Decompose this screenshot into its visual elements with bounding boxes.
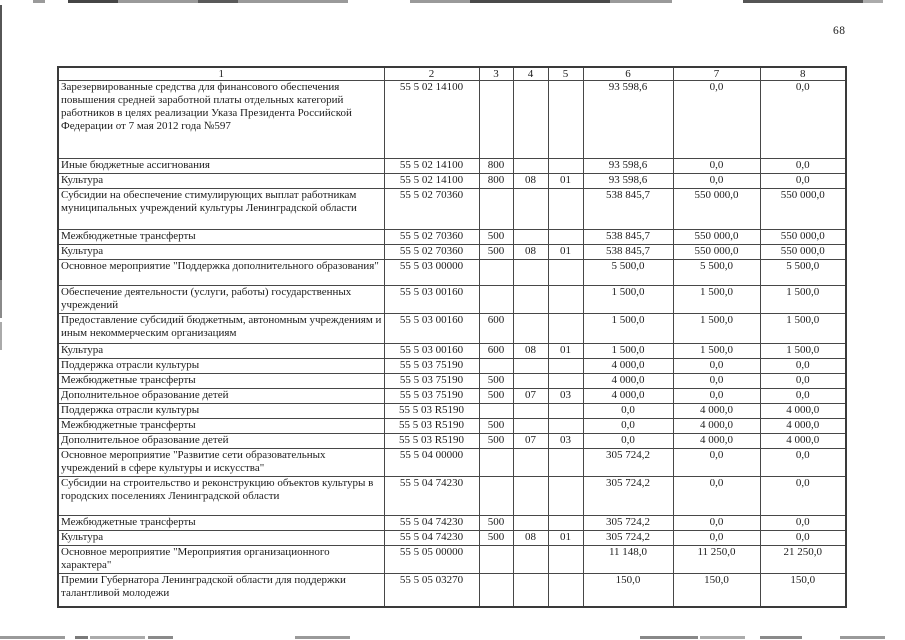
scan-artifact — [68, 0, 118, 3]
amount-cell: 1 500,0 — [673, 344, 760, 359]
amount-cell: 538 845,7 — [583, 245, 673, 260]
name-cell: Субсидии на обеспечение стимулирующих выплат работникам муниципальных учреждений культуры Ленинградской области — [58, 189, 384, 230]
scan-artifact — [75, 636, 88, 639]
table-body — [58, 81, 846, 607]
name-cell: Межбюджетные трансферты — [58, 419, 384, 434]
table-row — [58, 404, 846, 419]
scan-artifact — [0, 322, 2, 350]
amount-cell: 1 500,0 — [673, 314, 760, 344]
table-row — [58, 260, 846, 286]
name-cell: Субсидии на строительство и реконструкцию объектов культуры в городских поселениях Ленинградской области — [58, 477, 384, 516]
scan-artifact — [0, 280, 2, 318]
amount-cell: 150,0 — [583, 574, 673, 607]
subsection-cell: 03 — [548, 389, 583, 404]
amount-cell: 305 724,2 — [583, 531, 673, 546]
table-head — [58, 67, 846, 81]
expense-type-cell — [479, 81, 513, 159]
column-header: 6 — [583, 67, 673, 81]
amount-cell: 305 724,2 — [583, 516, 673, 531]
name-cell: Культура — [58, 174, 384, 189]
subsection-cell — [548, 81, 583, 159]
expense-type-cell: 800 — [479, 159, 513, 174]
table-row — [58, 174, 846, 189]
target-code-cell: 55 5 03 75190 — [384, 389, 479, 404]
scan-artifact — [840, 636, 885, 639]
section-cell — [513, 286, 548, 314]
scan-artifact — [198, 0, 238, 3]
amount-cell: 305 724,2 — [583, 449, 673, 477]
table-row — [58, 434, 846, 449]
amount-cell: 0,0 — [673, 389, 760, 404]
target-code-cell: 55 5 03 R5190 — [384, 434, 479, 449]
table-row — [58, 344, 846, 359]
amount-cell: 4 000,0 — [583, 359, 673, 374]
expense-type-cell: 500 — [479, 434, 513, 449]
expense-type-cell: 500 — [479, 516, 513, 531]
amount-cell: 0,0 — [760, 81, 846, 159]
scan-artifact — [0, 636, 65, 639]
amount-cell: 21 250,0 — [760, 546, 846, 574]
subsection-cell — [548, 449, 583, 477]
section-cell: 08 — [513, 174, 548, 189]
scan-artifact — [743, 0, 863, 3]
amount-cell: 0,0 — [760, 359, 846, 374]
amount-cell: 0,0 — [673, 449, 760, 477]
section-cell: 07 — [513, 434, 548, 449]
table-row — [58, 449, 846, 477]
section-cell: 07 — [513, 389, 548, 404]
subsection-cell: 03 — [548, 434, 583, 449]
amount-cell: 0,0 — [760, 531, 846, 546]
subsection-cell — [548, 546, 583, 574]
scan-artifact — [610, 0, 672, 3]
section-cell — [513, 359, 548, 374]
amount-cell: 0,0 — [673, 359, 760, 374]
amount-cell: 4 000,0 — [760, 434, 846, 449]
amount-cell: 4 000,0 — [583, 389, 673, 404]
column-header: 7 — [673, 67, 760, 81]
section-cell — [513, 546, 548, 574]
amount-cell: 550 000,0 — [760, 230, 846, 245]
target-code-cell: 55 5 03 R5190 — [384, 404, 479, 419]
section-cell — [513, 477, 548, 516]
amount-cell: 0,0 — [673, 374, 760, 389]
name-cell: Поддержка отрасли культуры — [58, 404, 384, 419]
amount-cell: 550 000,0 — [673, 245, 760, 260]
amount-cell: 1 500,0 — [583, 344, 673, 359]
amount-cell: 0,0 — [583, 419, 673, 434]
amount-cell: 93 598,6 — [583, 174, 673, 189]
amount-cell: 550 000,0 — [673, 189, 760, 230]
name-cell: Обеспечение деятельности (услуги, работы) государственных учреждений — [58, 286, 384, 314]
name-cell: Основное мероприятие "Мероприятия организационного характера" — [58, 546, 384, 574]
section-cell — [513, 189, 548, 230]
expense-type-cell: 800 — [479, 174, 513, 189]
expense-type-cell — [479, 477, 513, 516]
subsection-cell — [548, 574, 583, 607]
scan-artifact — [863, 0, 883, 3]
budget-table — [57, 66, 847, 608]
table-row — [58, 159, 846, 174]
name-cell: Культура — [58, 245, 384, 260]
scan-artifact — [0, 5, 2, 280]
section-cell — [513, 314, 548, 344]
expense-type-cell: 500 — [479, 245, 513, 260]
subsection-cell — [548, 419, 583, 434]
amount-cell: 1 500,0 — [760, 314, 846, 344]
subsection-cell — [548, 230, 583, 245]
header-row — [58, 67, 846, 81]
amount-cell: 150,0 — [673, 574, 760, 607]
amount-cell: 538 845,7 — [583, 230, 673, 245]
subsection-cell — [548, 477, 583, 516]
target-code-cell: 55 5 02 14100 — [384, 81, 479, 159]
section-cell — [513, 159, 548, 174]
target-code-cell: 55 5 04 74230 — [384, 477, 479, 516]
target-code-cell: 55 5 02 70360 — [384, 189, 479, 230]
target-code-cell: 55 5 03 R5190 — [384, 419, 479, 434]
table-row — [58, 389, 846, 404]
scan-artifact — [238, 0, 348, 3]
expense-type-cell — [479, 359, 513, 374]
amount-cell: 4 000,0 — [673, 404, 760, 419]
subsection-cell: 01 — [548, 174, 583, 189]
expense-type-cell: 600 — [479, 344, 513, 359]
amount-cell: 4 000,0 — [760, 404, 846, 419]
table-row — [58, 359, 846, 374]
scan-artifact — [148, 636, 173, 639]
amount-cell: 4 000,0 — [760, 419, 846, 434]
section-cell — [513, 230, 548, 245]
amount-cell: 538 845,7 — [583, 189, 673, 230]
name-cell: Предоставление субсидий бюджетным, автономным учреждениям и иным некоммерческим организациям — [58, 314, 384, 344]
column-header: 5 — [548, 67, 583, 81]
amount-cell: 1 500,0 — [583, 286, 673, 314]
column-header: 4 — [513, 67, 548, 81]
subsection-cell: 01 — [548, 245, 583, 260]
column-header: 1 — [58, 67, 384, 81]
subsection-cell — [548, 404, 583, 419]
table-row — [58, 531, 846, 546]
table-row — [58, 574, 846, 607]
amount-cell: 0,0 — [760, 477, 846, 516]
name-cell: Зарезервированные средства для финансового обеспечения повышения средней заработной платы отдельных категорий работников в целях реализации Указа Президента Российской Федерации от 7 мая 2012 года №597 — [58, 81, 384, 159]
section-cell — [513, 81, 548, 159]
expense-type-cell — [479, 260, 513, 286]
table-row — [58, 230, 846, 245]
target-code-cell: 55 5 05 00000 — [384, 546, 479, 574]
expense-type-cell — [479, 546, 513, 574]
scan-artifact — [760, 636, 802, 639]
table-row — [58, 314, 846, 344]
target-code-cell: 55 5 02 70360 — [384, 245, 479, 260]
table-row — [58, 189, 846, 230]
amount-cell: 0,0 — [673, 516, 760, 531]
scan-artifact — [295, 636, 350, 639]
column-header: 8 — [760, 67, 846, 81]
page-number: 68 — [833, 25, 846, 37]
amount-cell: 1 500,0 — [673, 286, 760, 314]
amount-cell: 150,0 — [760, 574, 846, 607]
amount-cell: 0,0 — [760, 159, 846, 174]
section-cell: 08 — [513, 531, 548, 546]
table-row — [58, 477, 846, 516]
subsection-cell — [548, 260, 583, 286]
amount-cell: 93 598,6 — [583, 81, 673, 159]
name-cell: Межбюджетные трансферты — [58, 230, 384, 245]
expense-type-cell — [479, 189, 513, 230]
amount-cell: 4 000,0 — [583, 374, 673, 389]
scan-artifact — [700, 636, 745, 639]
subsection-cell: 01 — [548, 531, 583, 546]
amount-cell: 0,0 — [673, 531, 760, 546]
amount-cell: 5 500,0 — [673, 260, 760, 286]
name-cell: Межбюджетные трансферты — [58, 374, 384, 389]
target-code-cell: 55 5 04 74230 — [384, 516, 479, 531]
column-header: 3 — [479, 67, 513, 81]
scan-artifact — [640, 636, 698, 639]
expense-type-cell — [479, 286, 513, 314]
target-code-cell: 55 5 03 00000 — [384, 260, 479, 286]
subsection-cell — [548, 374, 583, 389]
section-cell — [513, 574, 548, 607]
amount-cell: 0,0 — [673, 477, 760, 516]
target-code-cell: 55 5 02 70360 — [384, 230, 479, 245]
amount-cell: 0,0 — [760, 449, 846, 477]
amount-cell: 5 500,0 — [760, 260, 846, 286]
scan-artifact — [118, 0, 198, 3]
name-cell: Премии Губернатора Ленинградской области для поддержки талантливой молодежи — [58, 574, 384, 607]
column-header: 2 — [384, 67, 479, 81]
name-cell: Культура — [58, 531, 384, 546]
expense-type-cell: 500 — [479, 419, 513, 434]
name-cell: Основное мероприятие "Развитие сети образовательных учреждений в сфере культуры и искусства" — [58, 449, 384, 477]
amount-cell: 0,0 — [673, 174, 760, 189]
amount-cell: 305 724,2 — [583, 477, 673, 516]
amount-cell: 0,0 — [760, 389, 846, 404]
scan-artifact — [470, 0, 610, 3]
expense-type-cell: 500 — [479, 374, 513, 389]
amount-cell: 0,0 — [583, 434, 673, 449]
target-code-cell: 55 5 03 00160 — [384, 286, 479, 314]
name-cell: Дополнительное образование детей — [58, 434, 384, 449]
name-cell: Дополнительное образование детей — [58, 389, 384, 404]
amount-cell: 0,0 — [673, 81, 760, 159]
amount-cell: 550 000,0 — [673, 230, 760, 245]
scan-artifact — [33, 0, 45, 3]
expense-type-cell — [479, 404, 513, 419]
expense-type-cell — [479, 449, 513, 477]
target-code-cell: 55 5 02 14100 — [384, 159, 479, 174]
expense-type-cell: 500 — [479, 389, 513, 404]
name-cell: Иные бюджетные ассигнования — [58, 159, 384, 174]
amount-cell: 1 500,0 — [760, 286, 846, 314]
amount-cell: 4 000,0 — [673, 419, 760, 434]
scan-artifact — [90, 636, 145, 639]
section-cell — [513, 260, 548, 286]
section-cell — [513, 419, 548, 434]
target-code-cell: 55 5 04 74230 — [384, 531, 479, 546]
table-row — [58, 245, 846, 260]
target-code-cell: 55 5 02 14100 — [384, 174, 479, 189]
expense-type-cell: 500 — [479, 531, 513, 546]
amount-cell: 0,0 — [760, 174, 846, 189]
expense-type-cell: 500 — [479, 230, 513, 245]
amount-cell: 1 500,0 — [760, 344, 846, 359]
section-cell — [513, 404, 548, 419]
subsection-cell — [548, 516, 583, 531]
target-code-cell: 55 5 03 75190 — [384, 359, 479, 374]
target-code-cell: 55 5 03 75190 — [384, 374, 479, 389]
scan-artifact — [410, 0, 470, 3]
section-cell — [513, 374, 548, 389]
amount-cell: 93 598,6 — [583, 159, 673, 174]
subsection-cell — [548, 159, 583, 174]
amount-cell: 1 500,0 — [583, 314, 673, 344]
table-row — [58, 286, 846, 314]
target-code-cell: 55 5 03 00160 — [384, 314, 479, 344]
amount-cell: 0,0 — [760, 374, 846, 389]
amount-cell: 550 000,0 — [760, 189, 846, 230]
target-code-cell: 55 5 05 03270 — [384, 574, 479, 607]
amount-cell: 0,0 — [760, 516, 846, 531]
name-cell: Основное мероприятие "Поддержка дополнительного образования" — [58, 260, 384, 286]
table-row — [58, 81, 846, 159]
amount-cell: 5 500,0 — [583, 260, 673, 286]
table-row — [58, 516, 846, 531]
amount-cell: 0,0 — [583, 404, 673, 419]
section-cell: 08 — [513, 344, 548, 359]
section-cell — [513, 449, 548, 477]
amount-cell: 0,0 — [673, 159, 760, 174]
amount-cell: 11 250,0 — [673, 546, 760, 574]
subsection-cell — [548, 314, 583, 344]
name-cell: Поддержка отрасли культуры — [58, 359, 384, 374]
subsection-cell: 01 — [548, 344, 583, 359]
name-cell: Межбюджетные трансферты — [58, 516, 384, 531]
section-cell — [513, 516, 548, 531]
amount-cell: 550 000,0 — [760, 245, 846, 260]
subsection-cell — [548, 359, 583, 374]
table-row — [58, 546, 846, 574]
expense-type-cell: 600 — [479, 314, 513, 344]
amount-cell: 11 148,0 — [583, 546, 673, 574]
subsection-cell — [548, 189, 583, 230]
expense-type-cell — [479, 574, 513, 607]
name-cell: Культура — [58, 344, 384, 359]
table-row — [58, 374, 846, 389]
subsection-cell — [548, 286, 583, 314]
target-code-cell: 55 5 04 00000 — [384, 449, 479, 477]
amount-cell: 4 000,0 — [673, 434, 760, 449]
section-cell: 08 — [513, 245, 548, 260]
target-code-cell: 55 5 03 00160 — [384, 344, 479, 359]
table-row — [58, 419, 846, 434]
